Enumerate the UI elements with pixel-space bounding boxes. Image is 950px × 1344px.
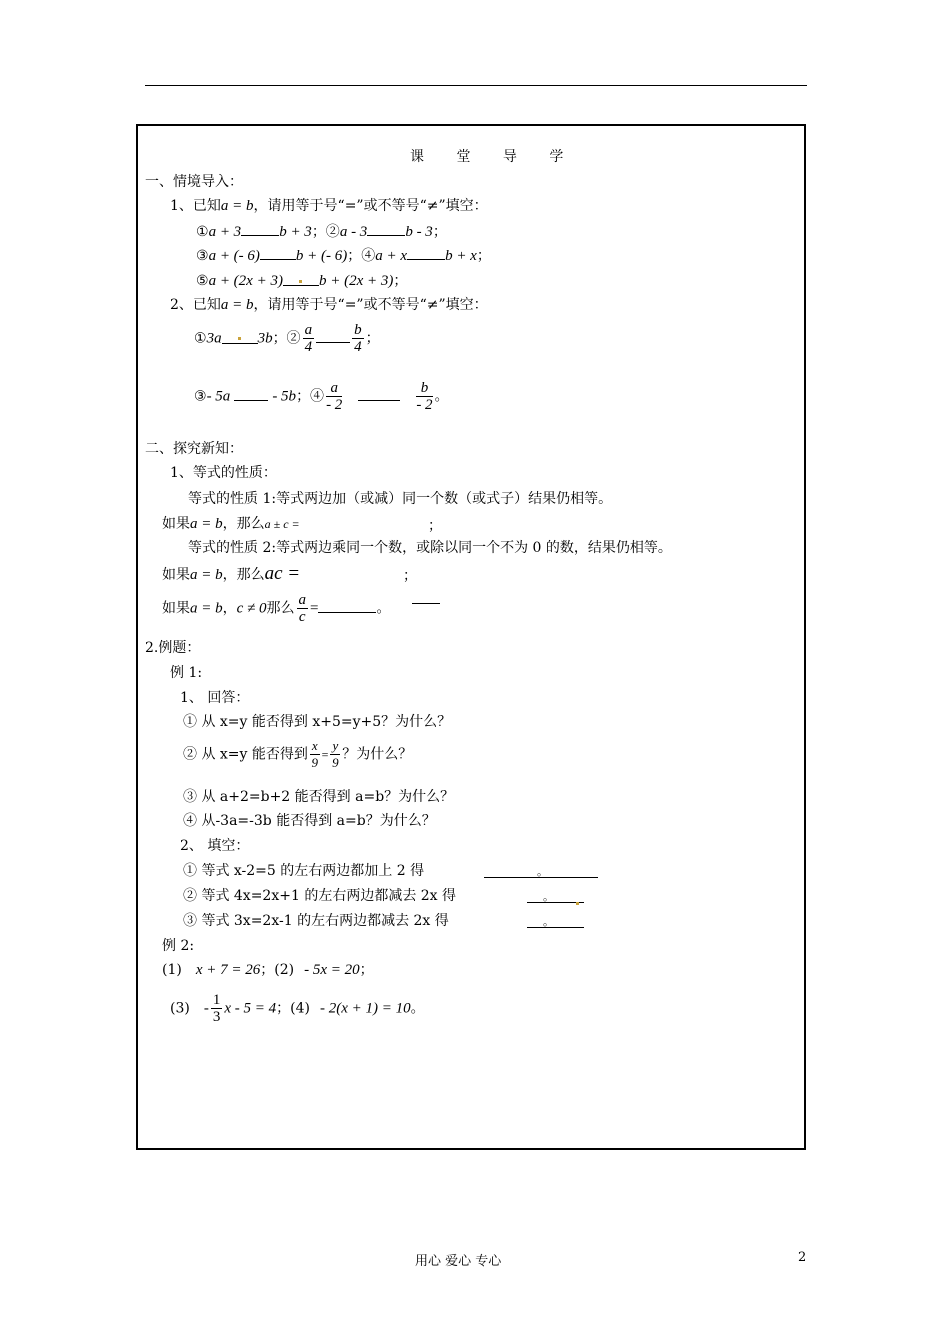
- equation: x + 7 = 26: [195, 962, 261, 978]
- fraction-y-9: [330, 738, 340, 771]
- sep: ；: [393, 273, 408, 289]
- fraction-b-neg2: [416, 380, 432, 413]
- mark: [299, 280, 302, 283]
- denominator: 9: [311, 755, 319, 770]
- expr: b + (- 6): [295, 248, 348, 264]
- answer-blank[interactable]: [260, 247, 296, 260]
- sep: 。: [434, 388, 449, 405]
- fraction-b-4: [352, 322, 364, 355]
- answer-blank[interactable]: [234, 388, 268, 401]
- denominator: 9: [332, 755, 339, 770]
- answer-blank[interactable]: [283, 273, 319, 286]
- numerator: b: [354, 322, 362, 338]
- expr: b + (2x + 3): [318, 273, 394, 289]
- q1-prefix: 1、已知: [170, 198, 221, 214]
- answer-blank[interactable]: [318, 600, 376, 613]
- properties-subheading: 1、等式的性质：: [170, 465, 277, 481]
- numerator: a: [326, 380, 342, 397]
- denominator: - 2: [416, 397, 433, 413]
- expr: b + x: [445, 248, 477, 264]
- expr: 3a: [206, 330, 222, 347]
- fill-3: ③ 等式 3x=2x-1 的左右两边都减去 2x 得: [183, 913, 449, 929]
- fraction-a-4: [303, 322, 315, 355]
- if-line-1: [162, 513, 300, 533]
- question-4: ④ 从-3a=-3b 能否得到 a=b？为什么？: [183, 813, 436, 829]
- property-2: 等式的性质 2:等式两边乘同一个数，或除以同一个不为 0 的数，结果仍相等。: [188, 540, 672, 556]
- expr: a + (2x + 3): [208, 273, 283, 289]
- sep: ；: [365, 330, 380, 347]
- fraction-1-3: [211, 992, 223, 1025]
- expr: - 5a: [206, 388, 231, 405]
- header-rule: [145, 85, 807, 86]
- text: 如果: [162, 567, 190, 583]
- text: ？为什么？: [342, 746, 413, 763]
- expr: a - 3: [339, 224, 368, 240]
- sep: 。: [410, 1000, 425, 1017]
- mark-dot: [576, 902, 579, 905]
- item-3: ③: [196, 248, 209, 264]
- expr: a = b: [190, 600, 223, 617]
- sep: ；: [403, 568, 417, 584]
- period: 。: [537, 865, 548, 878]
- expr: b - 3: [405, 224, 433, 240]
- if-line-3: [162, 592, 390, 625]
- text: 那么: [266, 600, 295, 617]
- answer-blank[interactable]: [241, 223, 279, 236]
- period: 。: [543, 915, 554, 928]
- expr: a + 3: [208, 224, 242, 240]
- denominator: 4: [354, 339, 362, 355]
- numerator: a: [304, 322, 313, 338]
- expr: a = b: [190, 567, 223, 583]
- expr: c ≠ 0: [236, 600, 267, 617]
- item-4: ；④: [296, 388, 325, 405]
- fraction-a-c: [297, 592, 309, 625]
- numerator: b: [416, 380, 432, 397]
- numerator: a: [298, 592, 307, 608]
- item-2: ；②: [272, 330, 301, 347]
- equals: =: [310, 600, 319, 617]
- if-line-2: [162, 563, 300, 585]
- fraction-x-9: [310, 738, 320, 771]
- property-1: 等式的性质 1:等式两边加（或减）同一个数（或式子）结果仍相等。: [188, 491, 613, 507]
- fill-2: ② 等式 4x=2x+1 的左右两边都减去 2x 得: [183, 888, 457, 904]
- expr: a = b: [190, 516, 223, 532]
- period: 。: [543, 890, 554, 903]
- item-2: ；②: [311, 224, 340, 240]
- mark: [238, 337, 241, 340]
- denominator: - 2: [326, 397, 343, 413]
- item-3: ③: [194, 388, 207, 405]
- numerator: 1: [212, 992, 221, 1008]
- sep: ；: [359, 962, 374, 978]
- example-2-line-1: [162, 959, 374, 979]
- numerator: y: [332, 738, 339, 753]
- example-2-line-2: [170, 992, 425, 1025]
- answer-blank[interactable]: [222, 331, 258, 344]
- footer-text: 用心 爱心 专心: [415, 1254, 502, 1269]
- equation: - 2(x + 1) = 10: [319, 1000, 411, 1017]
- page-title: 课 堂 导 学: [410, 149, 578, 165]
- q2-text: ，请用等于号“=”或不等号“≠”填空：: [253, 297, 488, 313]
- text: ，那么: [222, 516, 265, 532]
- fill-heading: 2、 填空：: [180, 838, 250, 854]
- denominator: 4: [304, 339, 313, 355]
- q2-prefix: 2、已知: [170, 297, 221, 313]
- q2-row-1: [194, 322, 380, 355]
- answer-blank[interactable]: [358, 388, 400, 401]
- answer-heading: 1、 回答：: [180, 690, 250, 706]
- expr: b + 3: [279, 224, 312, 240]
- examples-heading: 2.例题：: [145, 640, 201, 656]
- q2-prompt: [170, 294, 488, 314]
- q1-row-2: [196, 245, 491, 265]
- example-1-label: 例 1:: [170, 665, 203, 681]
- example-2-label: 例 2:: [162, 938, 195, 954]
- sep: ；: [428, 518, 442, 534]
- q1-text: ，请用等于号“=”或不等号“≠”填空：: [253, 198, 488, 214]
- fill-1: ① 等式 x-2=5 的左右两边都加上 2 得: [183, 863, 425, 879]
- text: ② 从 x=y 能否得到: [183, 746, 308, 763]
- equation: x - 5 = 4: [224, 1000, 277, 1017]
- q2-row-2: [194, 380, 449, 413]
- label: (3): [170, 1000, 190, 1017]
- label: (1): [162, 962, 182, 978]
- expr: a ± c =: [264, 517, 300, 531]
- item-1: ①: [196, 224, 209, 240]
- label: ；(4): [276, 1000, 310, 1017]
- expr: a + x: [375, 248, 408, 264]
- question-3: ③ 从 a+2=b+2 能否得到 a=b？为什么？: [183, 789, 455, 805]
- section-1-heading: 一、情境导入：: [145, 174, 243, 190]
- answer-blank[interactable]: [367, 223, 405, 236]
- item-1: ①: [194, 330, 207, 347]
- text: 如果: [162, 600, 190, 617]
- text: 如果: [162, 516, 190, 532]
- text: ，那么: [222, 567, 265, 583]
- item-5: ⑤: [196, 273, 209, 289]
- q1-row-3: [196, 270, 407, 290]
- minus: -: [203, 1000, 209, 1017]
- text: ，: [222, 600, 237, 617]
- item-4: ；④: [347, 248, 376, 264]
- expr: 3b: [257, 330, 273, 347]
- section-2-heading: 二、探究新知：: [145, 441, 243, 457]
- q2-condition: a = b: [220, 297, 254, 313]
- q1-prompt: [170, 195, 488, 215]
- q1-condition: a = b: [220, 198, 254, 214]
- denominator: c: [298, 609, 306, 625]
- question-2: [183, 738, 412, 771]
- sep: ；: [432, 224, 447, 240]
- denominator: 3: [212, 1009, 221, 1025]
- page-number: 2: [798, 1250, 807, 1265]
- answer-blank[interactable]: [407, 247, 445, 260]
- fill-3-blank[interactable]: [527, 927, 584, 928]
- sep: 。: [376, 600, 391, 617]
- mark: [576, 895, 579, 911]
- question-1: ① 从 x=y 能否得到 x+5=y+5？为什么？: [183, 714, 452, 730]
- label: ；(2): [260, 962, 295, 978]
- rule: [412, 603, 440, 604]
- q1-row-1: [196, 221, 447, 241]
- equals: =: [321, 747, 329, 762]
- answer-blank[interactable]: [316, 330, 350, 343]
- numerator: x: [311, 738, 318, 753]
- sep: ；: [476, 248, 491, 264]
- expr: - 5b: [272, 388, 297, 405]
- fraction-a-neg2: [326, 380, 342, 413]
- expr: a + (- 6): [208, 248, 260, 264]
- expr: ac =: [264, 563, 301, 584]
- equation: - 5x = 20: [304, 962, 360, 978]
